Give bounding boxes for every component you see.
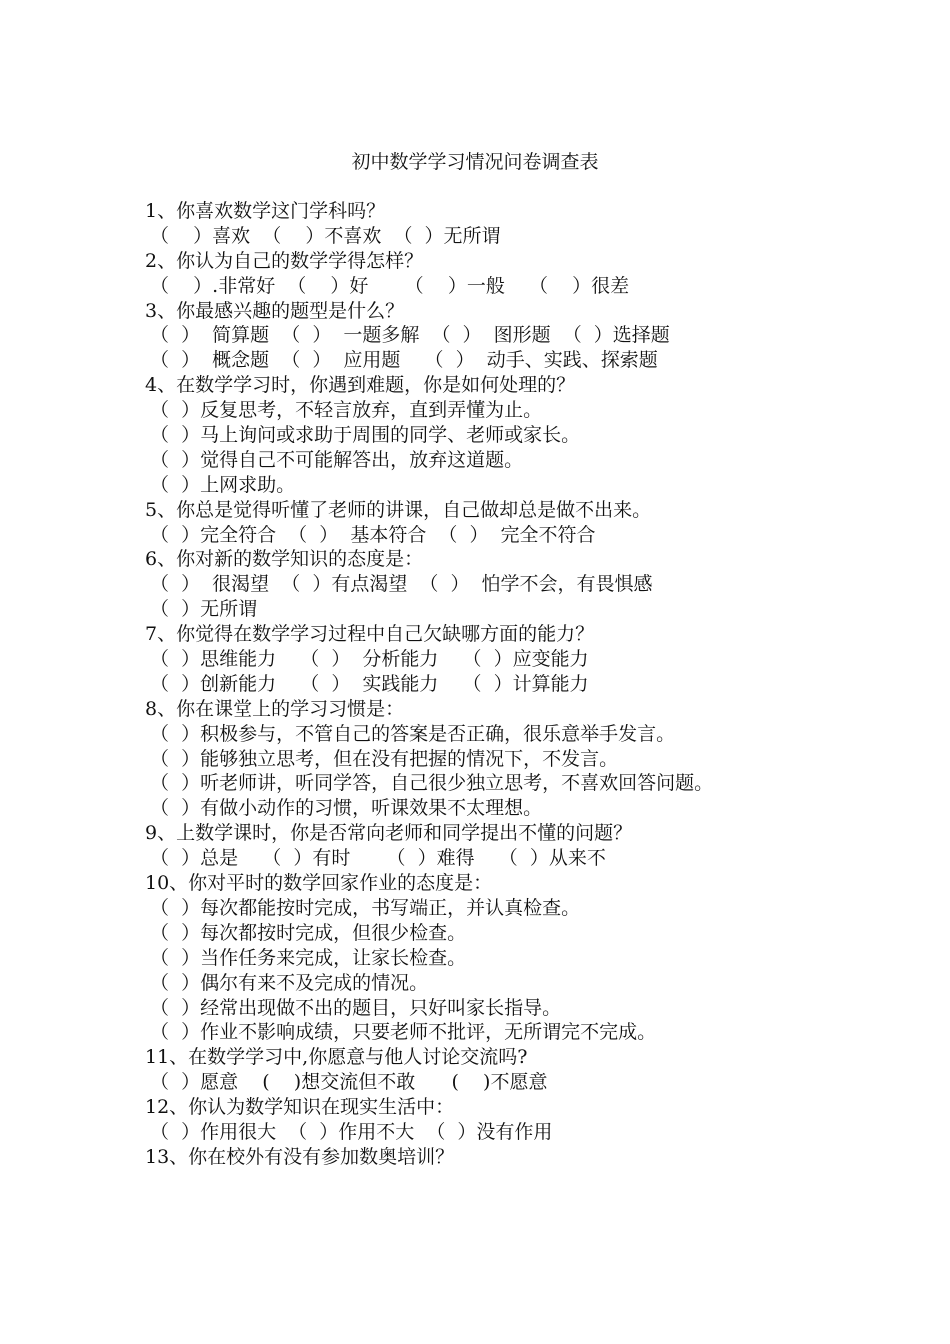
answer-options: （ ）当作任务来完成，让家长检查。 bbox=[150, 946, 467, 969]
answer-options: （ ）积极参与，不管自己的答案是否正确，很乐意举手发言。 bbox=[150, 722, 676, 745]
question-text: 8、你在课堂上的学习习惯是： bbox=[145, 697, 405, 720]
question-text: 9、上数学课时，你是否常向老师和同学提出不懂的问题？ bbox=[145, 822, 633, 845]
answer-options: （ ）每次都能按时完成，书写端正，并认真检查。 bbox=[150, 896, 581, 919]
answer-options: （ ）创新能力 （ ） 实践能力 （ ）计算能力 bbox=[150, 672, 589, 695]
answer-options: （ ）偶尔有来不及完成的情况。 bbox=[150, 971, 429, 994]
answer-options: （ ）经常出现做不出的题目，只好叫家长指导。 bbox=[150, 996, 562, 1019]
question-text: 4、在数学学习时，你遇到难题，你是如何处理的？ bbox=[145, 374, 576, 397]
question-text: 5、你总是觉得听懂了老师的讲课，自己做却总是做不出来。 bbox=[145, 498, 652, 521]
answer-options: （ ）.非常好 （ ）好 （ ）一般 （ ）很差 bbox=[150, 274, 630, 297]
answer-options: （ ）喜欢 （ ）不喜欢 （ ）无所谓 bbox=[150, 224, 501, 247]
question-text: 1、你喜欢数学这门学科吗？ bbox=[145, 200, 386, 222]
question-text: 3、你最感兴趣的题型是什么？ bbox=[145, 299, 405, 322]
answer-options: （ ）作用很大 （ ）作用不大 （ ）没有作用 bbox=[150, 1120, 553, 1143]
document-title: 初中数学学习情况问卷调查表 bbox=[351, 151, 599, 173]
answer-options: （ ）反复思考，不轻言放弃，直到弄懂为止。 bbox=[150, 399, 543, 422]
answer-options: （ ）无所谓 bbox=[150, 598, 258, 621]
answer-options: （ ）马上询问或求助于周围的同学、老师或家长。 bbox=[150, 424, 581, 447]
answer-options: （ ）每次都按时完成，但很少检查。 bbox=[150, 921, 467, 944]
answer-options: （ ）作业不影响成绩，只要老师不批评，无所谓完不完成。 bbox=[150, 1021, 657, 1044]
answer-options: （ ）愿意 ( )想交流但不敢 ( )不愿意 bbox=[150, 1071, 548, 1094]
question-text: 7、你觉得在数学学习过程中自己欠缺哪方面的能力？ bbox=[145, 623, 595, 646]
question-text: 6、你对新的数学知识的态度是： bbox=[145, 548, 424, 571]
answer-options: （ ）能够独立思考，但在没有把握的情况下，不发言。 bbox=[150, 747, 619, 770]
answer-options: （ ）完全符合 （ ） 基本符合 （ ） 完全不符合 bbox=[150, 523, 596, 546]
answer-options: （ ）思维能力 （ ） 分析能力 （ ）应变能力 bbox=[150, 648, 589, 671]
answer-options: （ ）有做小动作的习惯，听课效果不太理想。 bbox=[150, 797, 543, 820]
answer-options: （ ）上网求助。 bbox=[150, 473, 296, 496]
question-text: 12、你认为数学知识在现实生活中： bbox=[145, 1096, 455, 1119]
question-list bbox=[145, 199, 935, 1170]
answer-options: （ ） 很渴望 （ ）有点渴望 （ ） 怕学不会，有畏惧感 bbox=[150, 573, 653, 596]
question-text: 11、在数学学习中,你愿意与他人讨论交流吗? bbox=[145, 1046, 528, 1069]
question-text: 10、你对平时的数学回家作业的态度是： bbox=[145, 872, 493, 895]
question-text: 2、你认为自己的数学学得怎样？ bbox=[145, 249, 424, 272]
answer-options: （ ）总是 （ ）有时 （ ）难得 （ ）从来不 bbox=[150, 847, 606, 870]
answer-options: （ ） 简算题 （ ） 一题多解 （ ） 图形题 （ ）选择题 bbox=[150, 324, 670, 347]
question-text: 13、你在校外有没有参加数奥培训？ bbox=[145, 1145, 455, 1168]
answer-options: （ ） 概念题 （ ） 应用题 （ ） 动手、实践、探索题 bbox=[150, 349, 658, 372]
answer-options: （ ）觉得自己不可能解答出，放弃这道题。 bbox=[150, 448, 524, 471]
answer-options: （ ）听老师讲，听同学答，自己很少独立思考，不喜欢回答问题。 bbox=[150, 772, 714, 795]
